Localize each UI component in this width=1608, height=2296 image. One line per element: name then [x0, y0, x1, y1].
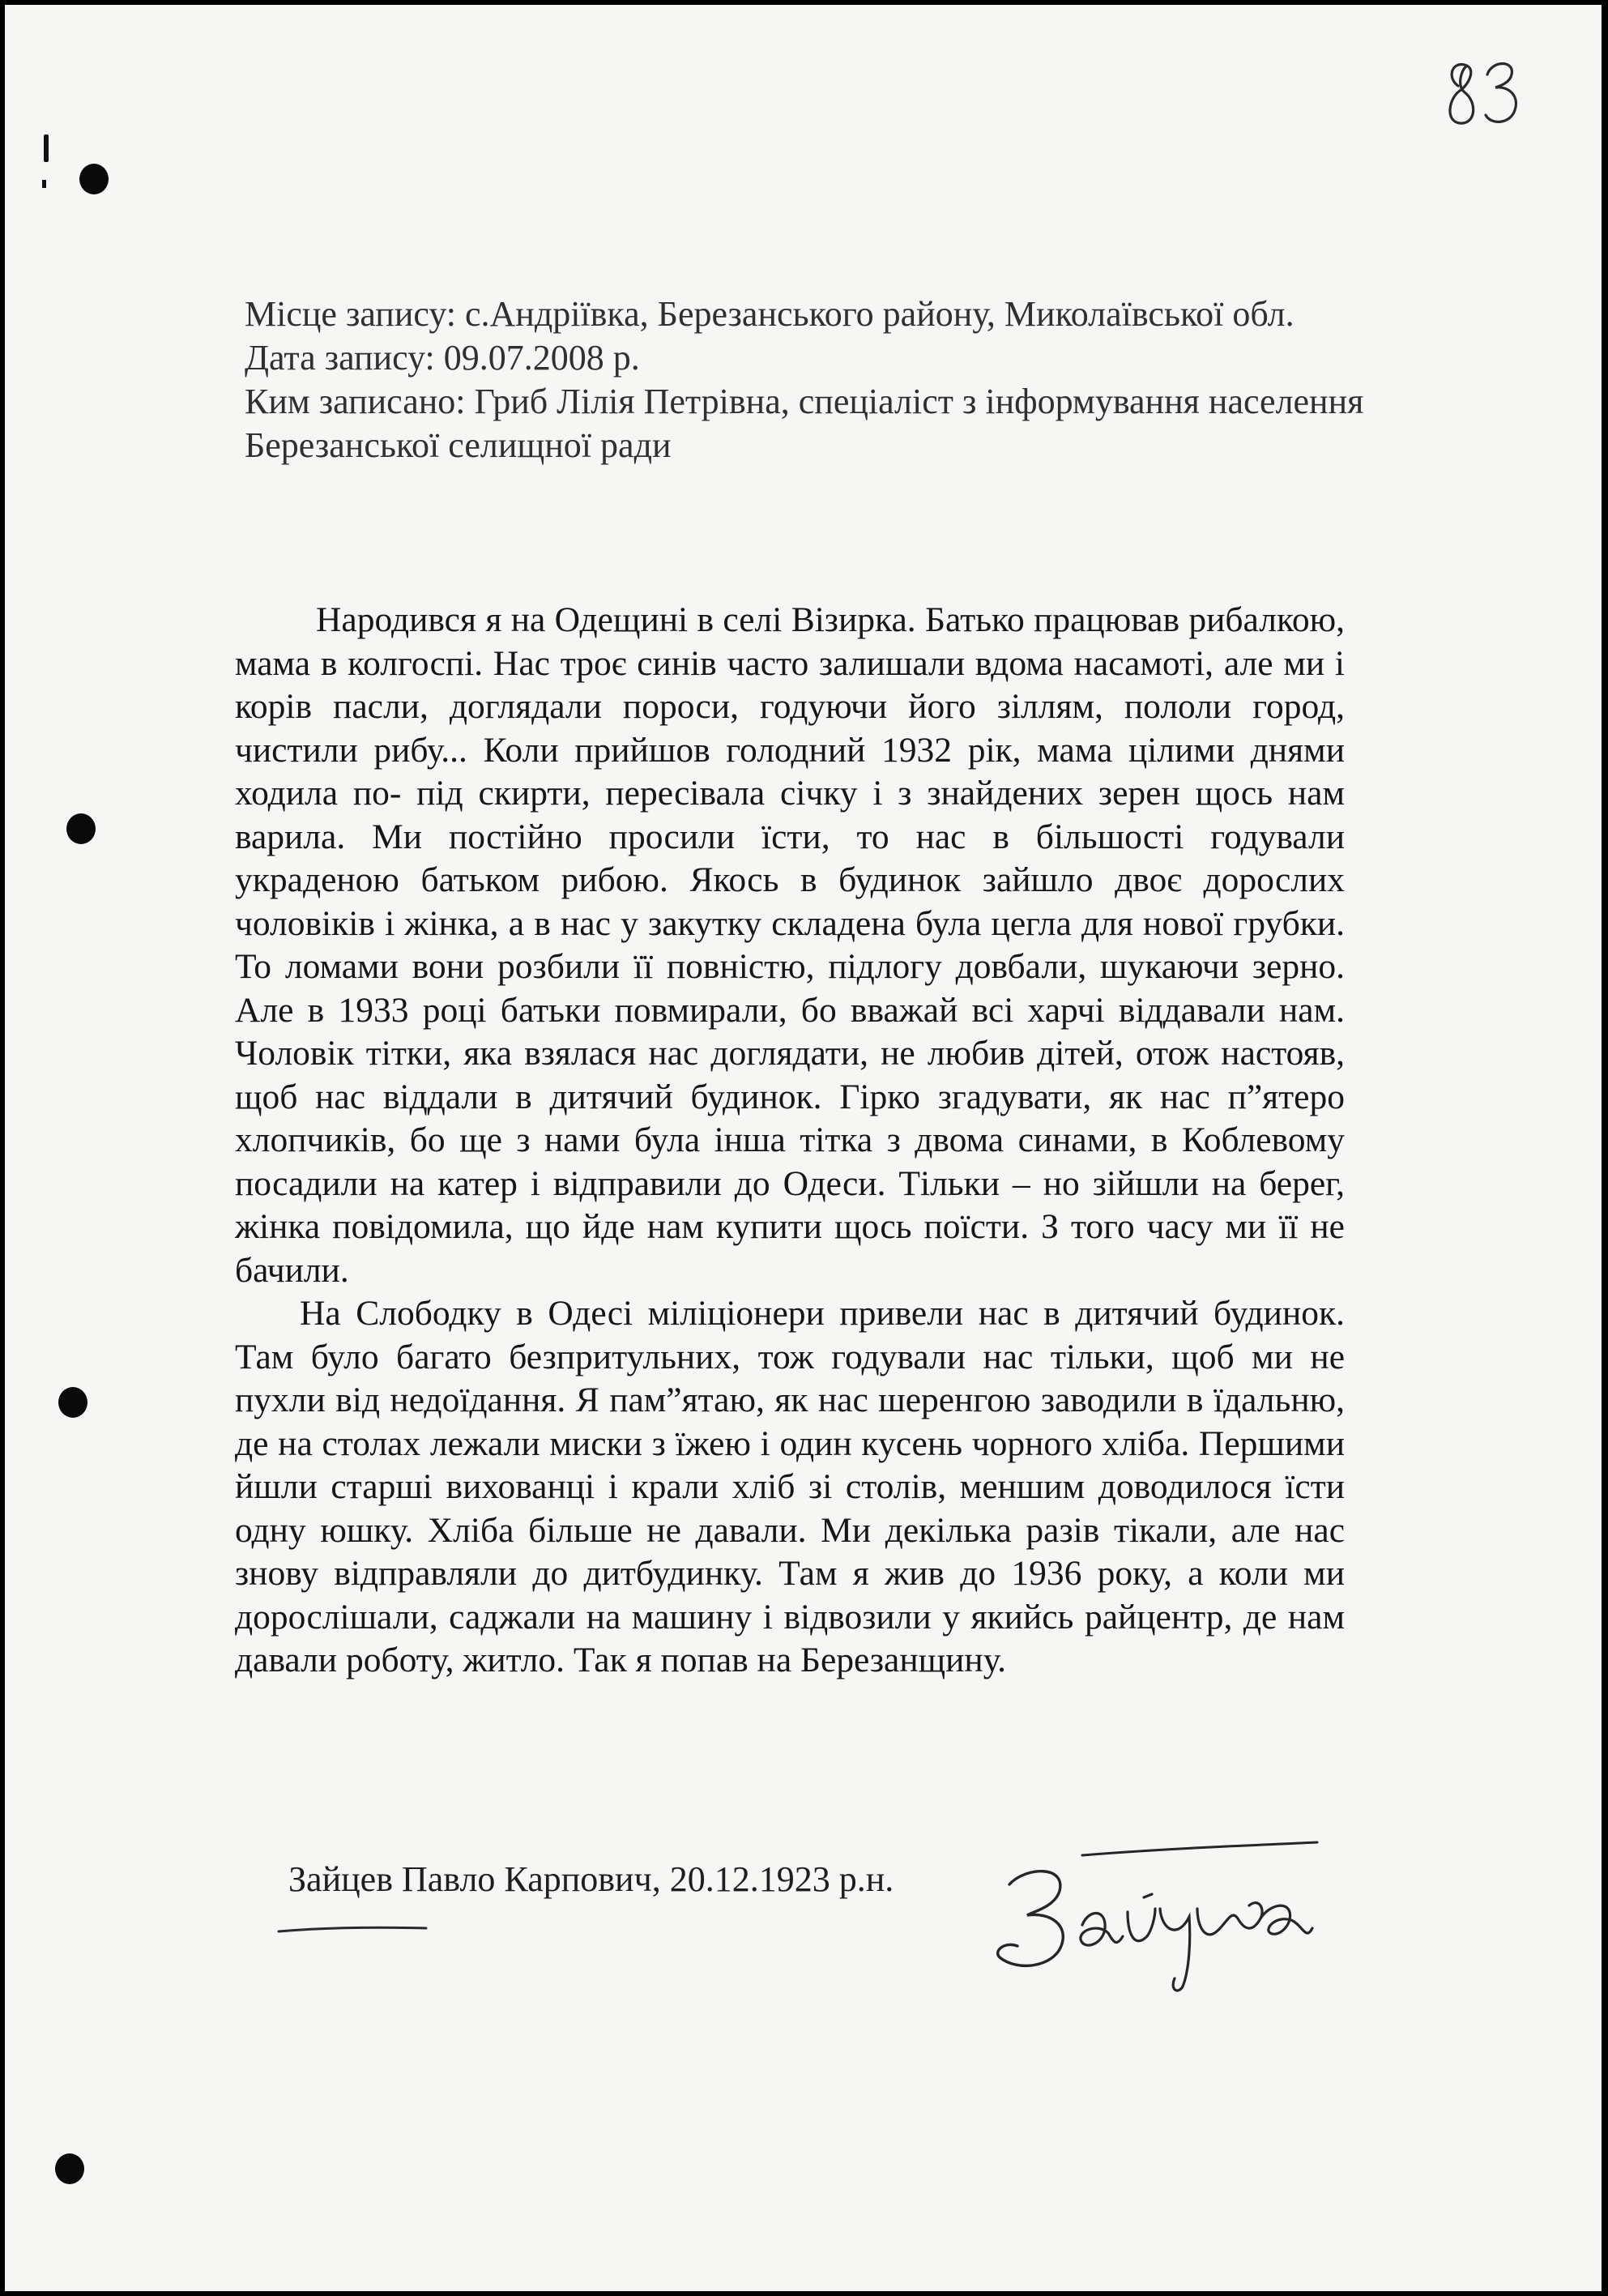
margin-mark — [44, 134, 49, 162]
record-recorder: Ким записано: Гриб Лілія Петрівна, спеціаліст з інформування населення Березанської селищної ради — [245, 382, 1364, 465]
testimony-paragraph: На Слободку в Одесі міліціонери привели нас в дитячий будинок. Там було багато безпритульних, тож годували нас тільки, щоб ми не пухли від недоїдання. Я пам”ятаю, як нас шеренгою заводили в їдальню, де на столах лежали миски з їжею і один кусень чорного хліба. Першими йшли старші вихованці і крали хліб зі столів, меншим доводилося їсти одну юшку. Хліба більше не давали. Ми декілька разів тікали, але нас знову відправляли до дитбудинку. Там я жив до 1936 року, а коли ми дорослішали, саджали на машину і відвозили у якийсь райцентр, де нам давали роботу, житло. Так я попав на Березанщину. — [235, 1294, 1345, 1679]
punch-hole — [58, 1387, 87, 1418]
record-place: Місце запису: с.Андріївка, Березанського району, Миколаївської обл. — [245, 294, 1295, 334]
handwritten-underline — [275, 1910, 429, 1943]
author-line: Зайцев Павло Карпович, 20.12.1923 р.н. — [288, 1859, 894, 1899]
punch-hole — [66, 813, 96, 844]
handwritten-page-number — [1440, 53, 1529, 143]
document-page — [5, 5, 1602, 2291]
handwritten-signature — [985, 1828, 1325, 1998]
record-metadata — [245, 292, 1379, 467]
testimony-text — [235, 599, 1345, 1683]
punch-hole — [55, 2153, 84, 2184]
record-date: Дата запису: 09.07.2008 р. — [245, 338, 640, 378]
testimony-paragraph: Народився я на Одещині в селі Візирка. Батько працював рибалкою, мама в колгоспі. Нас троє синів часто залишали вдома насамоті, але ми і корів пасли, доглядали пороси, годуючи його зіллям, пололи город, чистили рибу... Коли прийшов голодний 1932 рік, мама цілими днями ходила по- під скирти, пересівала січку і з знайдених зерен щось нам варила. Ми постійно просили їсти, то нас в більшості годували украденою батьком рибою. Якось в будинок зайшло двоє дорослих чоловіків і жінка, а в нас у закутку складена була цегла для нової грубки. То ломами вони розбили її повністю, підлогу довбали, шукаючи зерно. Але в 1933 році батьки повмирали, бо вважай всі харчі віддавали нам. Чоловік тітки, яка взялася нас доглядати, не любив дітей, отож настояв, щоб нас віддали в дитячий будинок. Гірко згадувати, як нас п”ятеро хлопчиків, бо ще з нами була інша тітка з двома синами, в Коблевому посадили на катер і відправили до Одеси. Тільки – но зійшли на берег, жінка повідомила, що йде нам купити щось поїсти. З того часу ми її не бачили. — [235, 600, 1345, 1290]
punch-hole — [79, 164, 109, 194]
